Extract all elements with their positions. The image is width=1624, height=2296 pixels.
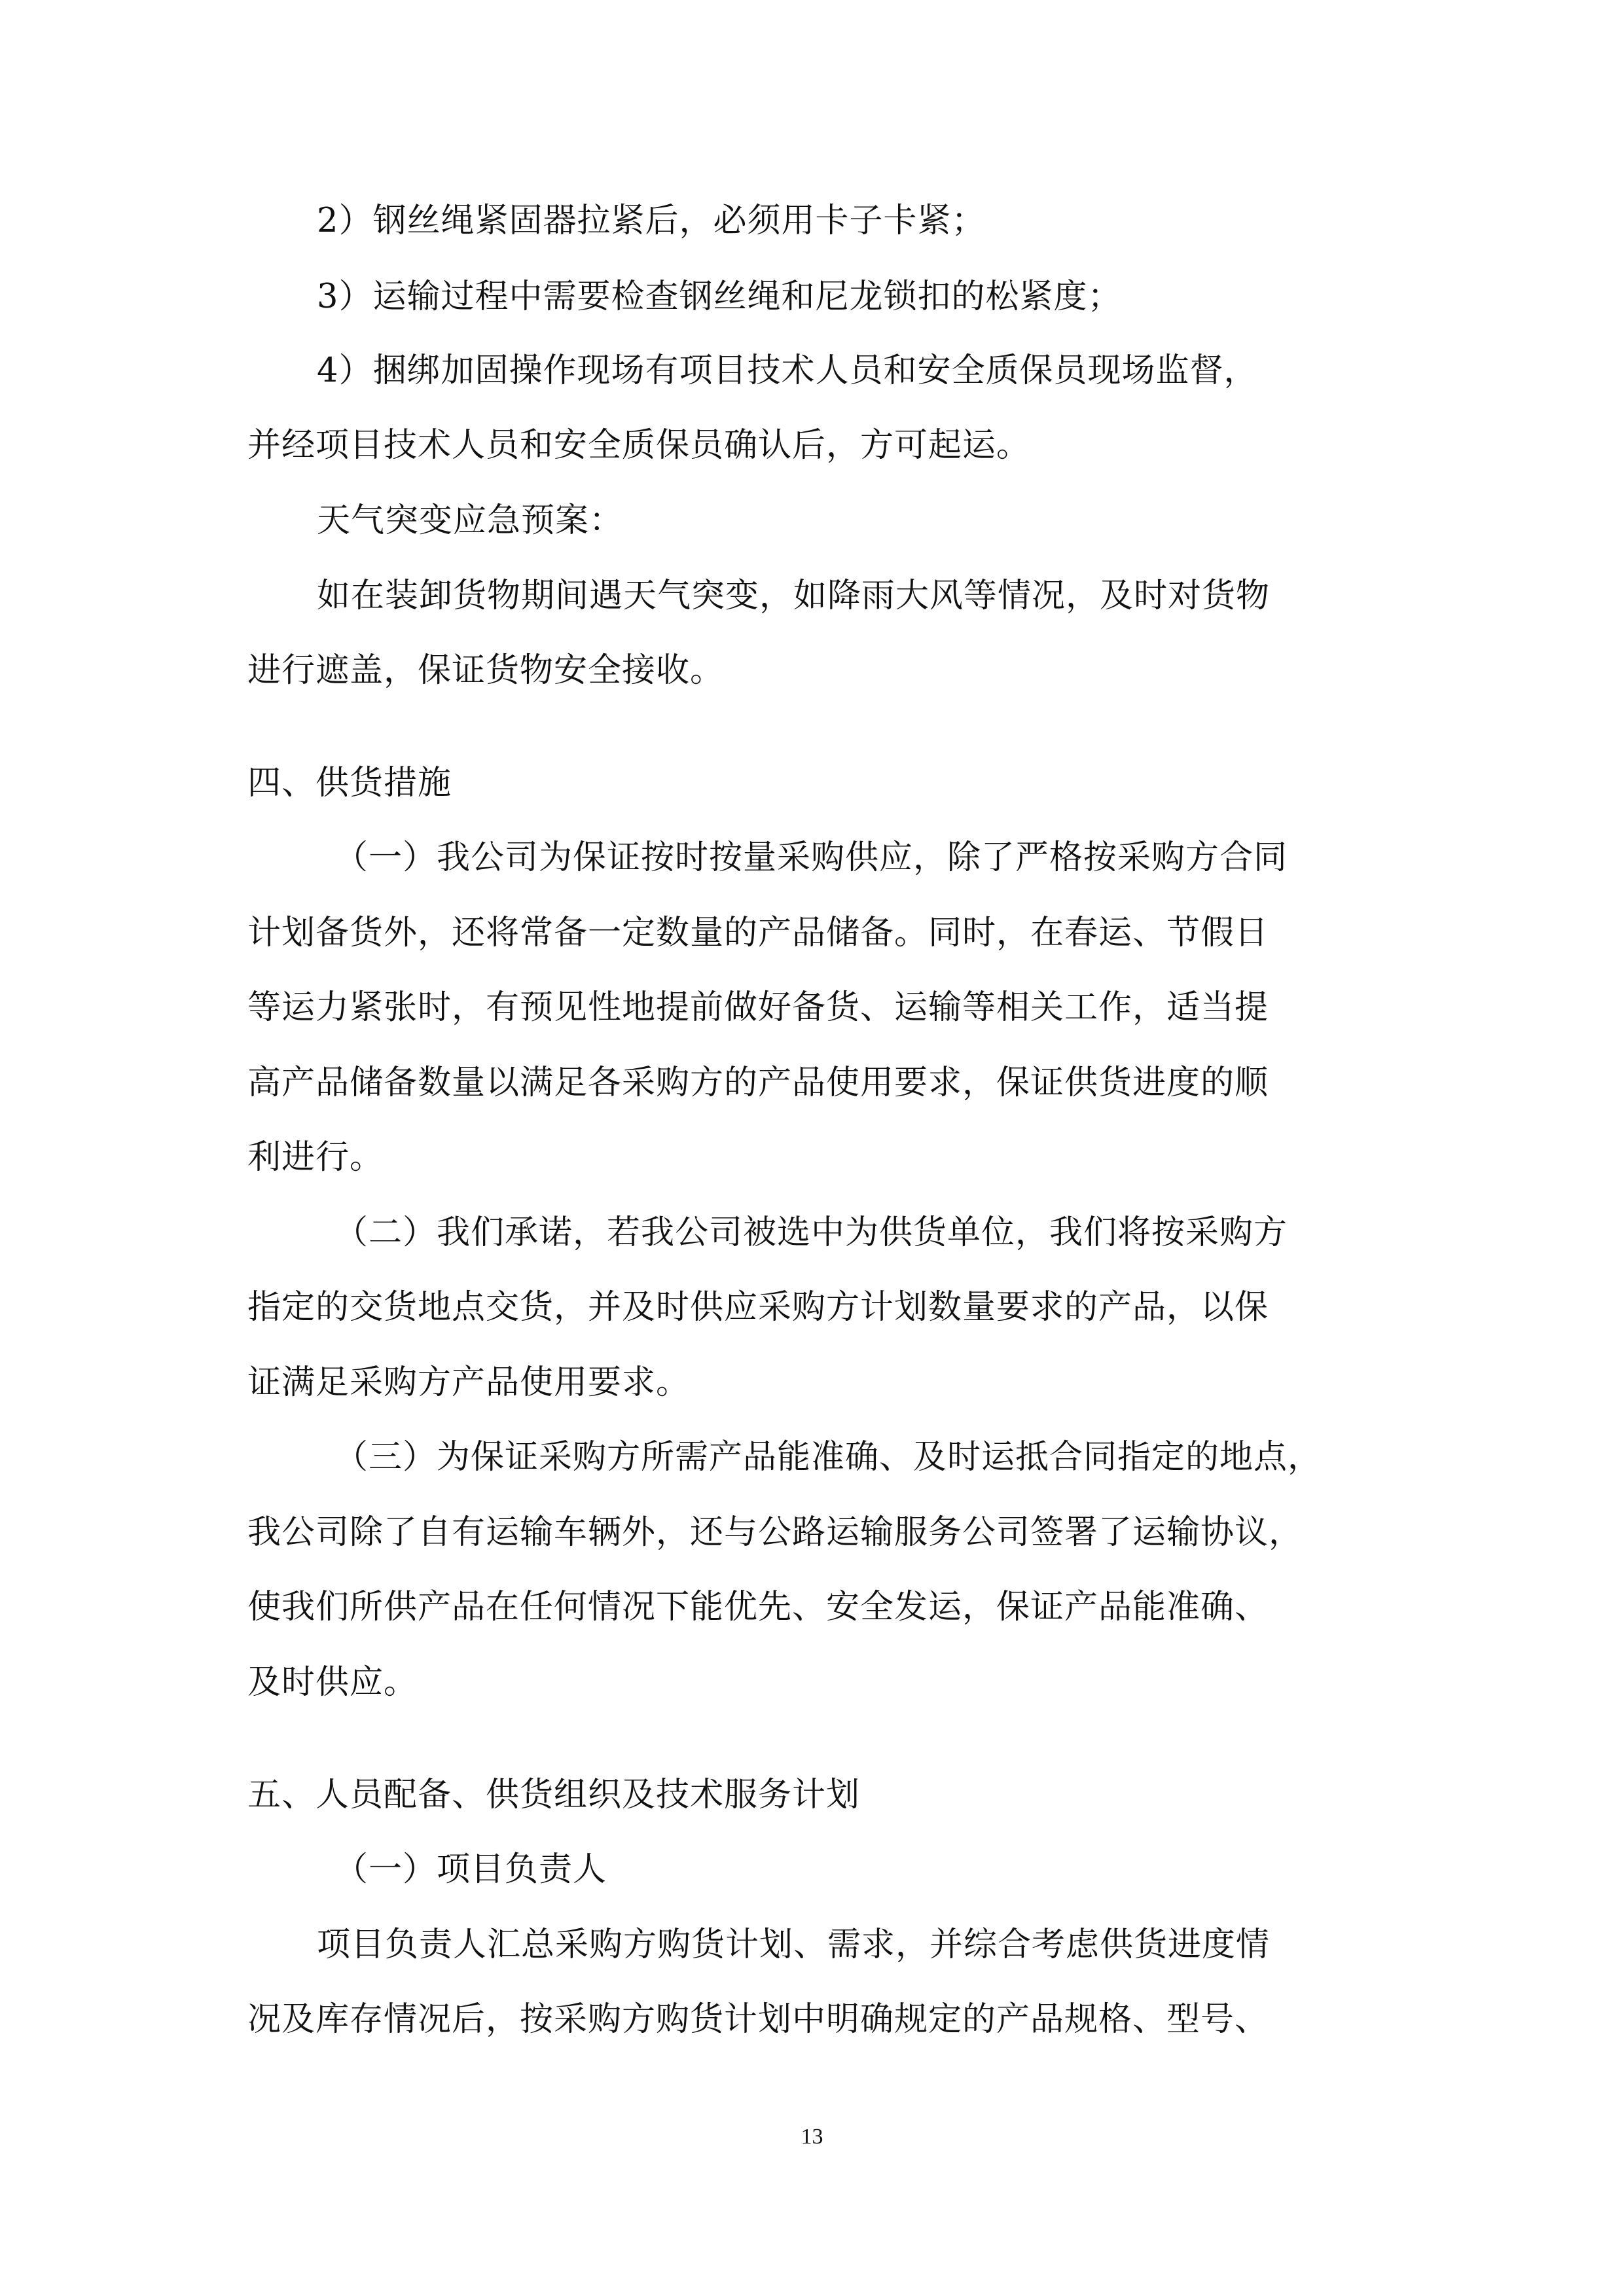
paragraph-4-3-line-2: 我公司除了自有运输车辆外，还与公路运输服务公司签署了运输协议， [247, 1513, 1303, 1552]
paragraph-4-2-line-1: （二）我们承诺，若我公司被选中为供货单位，我们将按采购方 [334, 1213, 1288, 1252]
section-heading-4: 四、供货措施 [247, 764, 452, 802]
paragraph-4-1-line-4: 高产品储备数量以满足各采购方的产品使用要求，保证供货进度的顺 [247, 1064, 1269, 1102]
paragraph-4-3-line-3: 使我们所供产品在任何情况下能优先、安全发运，保证产品能准确、 [247, 1588, 1269, 1626]
paragraph-weather-line-2: 进行遮盖，保证货物安全接收。 [247, 651, 725, 690]
paragraph-5-1-line-2: 况及库存情况后，按采购方购货计划中明确规定的产品规格、型号、 [247, 2000, 1269, 2039]
list-item-3: 3）运输过程中需要检查钢丝绳和尼龙锁扣的松紧度； [317, 278, 1122, 316]
paragraph-4-2-line-3: 证满足采购方产品使用要求。 [247, 1363, 691, 1402]
list-item-4: 4）捆绑加固操作现场有项目技术人员和安全质保员现场监督， [317, 351, 1258, 390]
subheading-weather-plan: 天气突变应急预案： [317, 501, 624, 540]
paragraph-weather-line-1: 如在装卸货物期间遇天气突变，如降雨大风等情况，及时对货物 [317, 577, 1271, 615]
paragraph-4-2-line-2: 指定的交货地点交货，并及时供应采购方计划数量要求的产品，以保 [247, 1288, 1269, 1327]
paragraph-4-3-line-1: （三）为保证采购方所需产品能准确、及时运抵合同指定的地点， [334, 1438, 1322, 1477]
paragraph-4-1-line-5: 利进行。 [247, 1138, 384, 1177]
subheading-5-1: （一）项目负责人 [334, 1850, 607, 1889]
paragraph-5-1-line-1: 项目负责人汇总采购方购货计划、需求，并综合考虑供货进度情 [317, 1926, 1271, 1964]
list-item-4-continued: 并经项目技术人员和安全质保员确认后，方可起运。 [247, 426, 1031, 465]
paragraph-4-3-line-4: 及时供应。 [247, 1663, 418, 1702]
page-number: 13 [801, 2125, 823, 2149]
section-heading-5: 五、人员配备、供货组织及技术服务计划 [247, 1776, 861, 1814]
paragraph-4-1-line-2: 计划备货外，还将常备一定数量的产品储备。同时，在春运、节假日 [247, 914, 1269, 952]
paragraph-4-1-line-1: （一）我公司为保证按时按量采购供应，除了严格按采购方合同 [334, 838, 1288, 877]
paragraph-4-1-line-3: 等运力紧张时，有预见性地提前做好备货、运输等相关工作，适当提 [247, 988, 1269, 1027]
list-item-2: 2）钢丝绳紧固器拉紧后，必须用卡子卡紧； [317, 202, 986, 240]
